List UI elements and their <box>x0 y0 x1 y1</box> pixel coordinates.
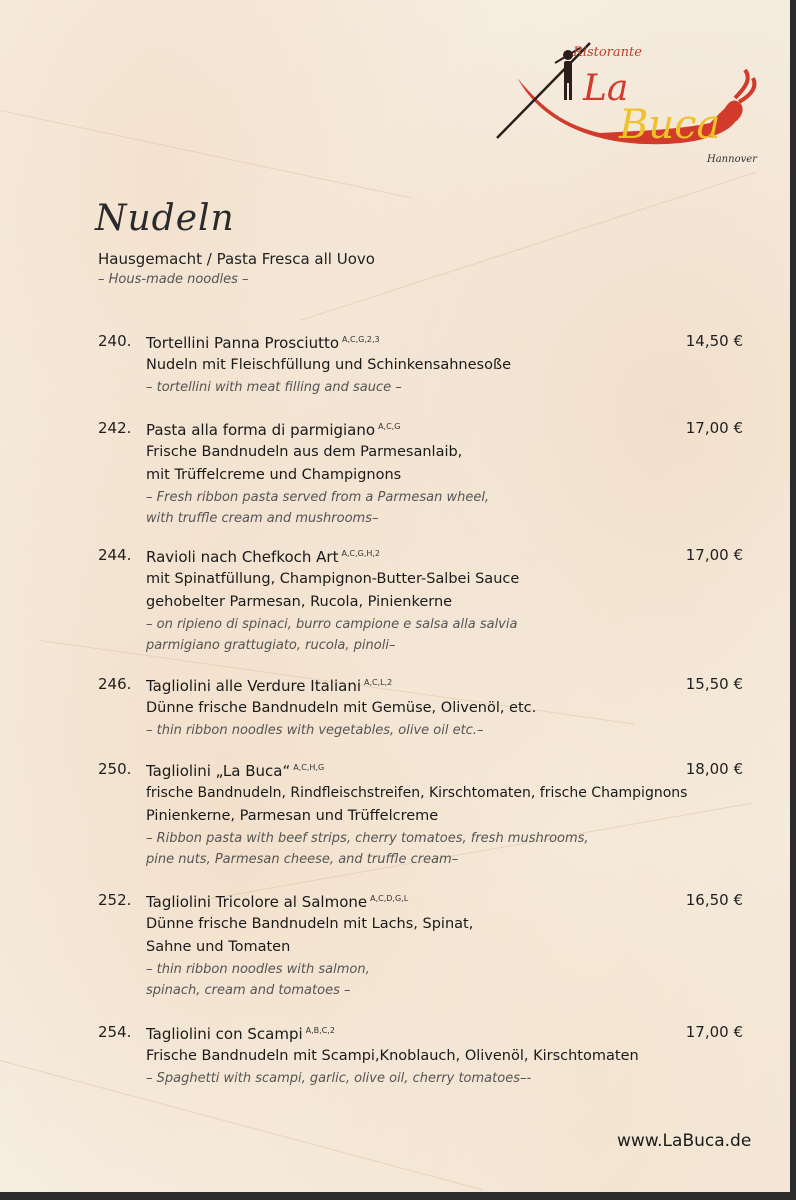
item-name: Ravioli nach Chefkoch Art <box>146 548 339 566</box>
website-link[interactable]: www.LaBuca.de <box>617 1131 752 1151</box>
section-subtitle-english: – Hous-made noodles – <box>98 272 249 287</box>
section-title: Nudeln <box>95 198 235 239</box>
item-number: 242. <box>98 419 132 437</box>
item-allergens: A,C,G,H,2 <box>341 549 381 558</box>
item-allergens: A,C,D,G,L <box>370 894 409 903</box>
item-allergens: A,B,C,2 <box>305 1026 335 1035</box>
item-description: Sahne und Tomaten <box>146 939 291 955</box>
svg-text:La: La <box>583 68 629 109</box>
item-price: 17,00 € <box>685 419 743 437</box>
item-description-english: – Ribbon pasta with beef strips, cherry tomatoes, fresh mushrooms, <box>146 831 589 846</box>
item-name: Tagliolini alle Verdure Italiani <box>146 677 361 695</box>
item-price: 15,50 € <box>685 675 743 693</box>
item-name: Tortellini Panna Prosciutto <box>146 334 340 352</box>
item-allergens: A,C,L,2 <box>364 678 393 687</box>
item-name: Tagliolini Tricolore al Salmone <box>146 893 368 911</box>
item-description-english: – thin ribbon noodles with salmon, <box>146 962 370 977</box>
item-description-english: – on ripieno di spinaci, burro campione e salsa alla salvia <box>146 617 518 632</box>
item-description: Frische Bandnudeln aus dem Parmesanlaib, <box>146 444 463 460</box>
item-name: Tagliolini „La Buca“ <box>146 762 291 780</box>
item-number: 244. <box>98 546 132 564</box>
item-description: Pinienkerne, Parmesan und Trüffelcreme <box>146 808 439 824</box>
item-name: Pasta alla forma di parmigiano <box>146 421 376 439</box>
item-number: 246. <box>98 675 132 693</box>
svg-text:Hannover: Hannover <box>707 154 757 165</box>
item-description-english: with truffle cream and mushrooms– <box>146 511 379 526</box>
item-description-english: – Fresh ribbon pasta served from a Parmesan wheel, <box>146 490 490 505</box>
item-description-english: pine nuts, Parmesan cheese, and truffle cream– <box>146 852 459 867</box>
item-description: frische Bandnudeln, Rindfleischstreifen, Kirschtomaten, frische Champignons <box>146 785 688 801</box>
item-description: Nudeln mit Fleischfüllung und Schinkensahnesoße <box>146 357 512 373</box>
item-description: gehobelter Parmesan, Rucola, Pinienkerne <box>146 594 453 610</box>
la-buca-logo <box>495 38 765 168</box>
item-price: 17,00 € <box>685 546 743 564</box>
item-number: 240. <box>98 332 132 350</box>
item-allergens: A,C,G,2,3 <box>342 335 380 344</box>
item-number: 254. <box>98 1023 132 1041</box>
item-price: 17,00 € <box>685 1023 743 1041</box>
item-description: Frische Bandnudeln mit Scampi,Knoblauch, Olivenöl, Kirschtomaten <box>146 1048 639 1064</box>
item-description-english: – tortellini with meat filling and sauce – <box>146 380 402 395</box>
item-price: 14,50 € <box>685 332 743 350</box>
item-price: 18,00 € <box>685 760 743 778</box>
svg-text:Buca: Buca <box>619 102 721 148</box>
item-name: Tagliolini con Scampi <box>146 1025 303 1043</box>
item-description: mit Trüffelcreme und Champignons <box>146 467 402 483</box>
item-description: mit Spinatfüllung, Champignon-Butter-Salbei Sauce <box>146 571 520 587</box>
item-description-english: spinach, cream and tomatoes – <box>146 983 351 998</box>
item-description: Dünne frische Bandnudeln mit Gemüse, Olivenöl, etc. <box>146 700 537 716</box>
item-number: 252. <box>98 891 132 909</box>
item-price: 16,50 € <box>685 891 743 909</box>
item-description-english: – thin ribbon noodles with vegetables, olive oil etc.– <box>146 723 484 738</box>
item-description-english: parmigiano grattugiato, rucola, pinoli– <box>146 638 396 653</box>
item-number: 250. <box>98 760 132 778</box>
item-allergens: A,C,G <box>378 422 401 431</box>
section-subtitle: Hausgemacht / Pasta Fresca all Uovo <box>98 250 375 268</box>
item-allergens: A,C,H,G <box>293 763 325 772</box>
item-description: Dünne frische Bandnudeln mit Lachs, Spinat, <box>146 916 474 932</box>
item-description-english: – Spaghetti with scampi, garlic, olive oil, cherry tomatoes–- <box>146 1071 532 1086</box>
svg-text:Ristorante: Ristorante <box>573 45 642 60</box>
